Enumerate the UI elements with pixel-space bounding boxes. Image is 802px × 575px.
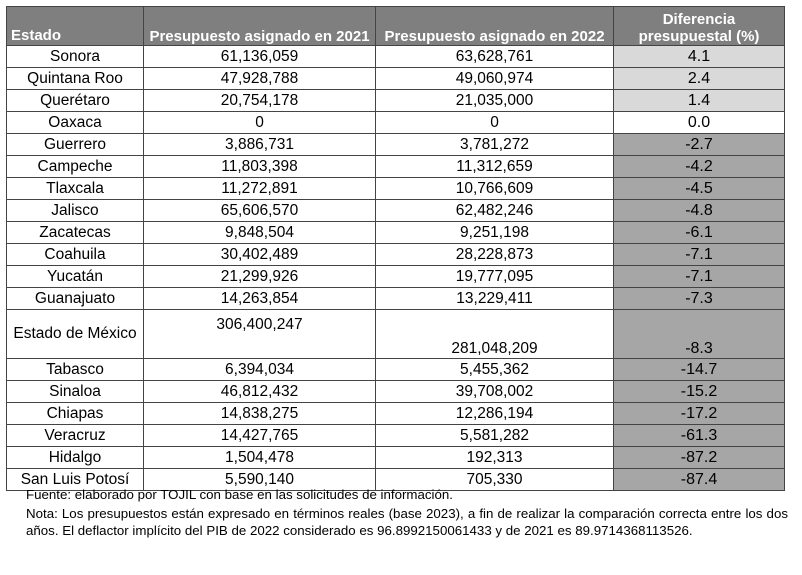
difference-cell: -87.2 xyxy=(614,447,785,469)
budget-2021-cell: 65,606,570 xyxy=(144,200,376,222)
table-row xyxy=(7,447,785,469)
difference-cell: -15.2 xyxy=(614,381,785,403)
difference-cell: 2.4 xyxy=(614,68,785,90)
budget-2022-cell: 705,330 xyxy=(376,469,614,491)
difference-cell: -87.4 xyxy=(614,469,785,491)
table-row xyxy=(7,68,785,90)
table-row xyxy=(7,359,785,381)
state-cell: Oaxaca xyxy=(7,112,144,134)
state-cell: Estado de México xyxy=(7,310,144,359)
table-row xyxy=(7,46,785,68)
table-row xyxy=(7,244,785,266)
budget-2022-cell: 3,781,272 xyxy=(376,134,614,156)
table-header-row xyxy=(7,7,785,46)
difference-cell: 4.1 xyxy=(614,46,785,68)
budget-2021-cell: 6,394,034 xyxy=(144,359,376,381)
budget-2021-cell: 61,136,059 xyxy=(144,46,376,68)
table-row xyxy=(7,403,785,425)
state-cell: Querétaro xyxy=(7,90,144,112)
table-row xyxy=(7,310,785,359)
budget-table xyxy=(6,6,785,491)
budget-2021-cell: 14,838,275 xyxy=(144,403,376,425)
table-row xyxy=(7,112,785,134)
budget-2021-cell: 306,400,247 xyxy=(144,310,376,359)
budget-2022-cell: 62,482,246 xyxy=(376,200,614,222)
budget-2022-cell: 10,766,609 xyxy=(376,178,614,200)
state-cell: Hidalgo xyxy=(7,447,144,469)
difference-cell: -4.5 xyxy=(614,178,785,200)
budget-2022-cell: 192,313 xyxy=(376,447,614,469)
table-row xyxy=(7,90,785,112)
difference-cell: -8.3 xyxy=(614,310,785,359)
state-cell: Guanajuato xyxy=(7,288,144,310)
budget-2021-cell: 14,263,854 xyxy=(144,288,376,310)
budget-2022-cell: 13,229,411 xyxy=(376,288,614,310)
budget-2022-cell: 39,708,002 xyxy=(376,381,614,403)
difference-cell: -4.2 xyxy=(614,156,785,178)
table-row xyxy=(7,381,785,403)
table-row xyxy=(7,134,785,156)
budget-2021-cell: 21,299,926 xyxy=(144,266,376,288)
header-difference: Diferencia presupuestal (%) xyxy=(614,7,785,46)
table-row xyxy=(7,178,785,200)
budget-2022-cell: 5,581,282 xyxy=(376,425,614,447)
difference-cell: -61.3 xyxy=(614,425,785,447)
source-note: Fuente: elaborado por TOJIL con base en las solicitudes de información. xyxy=(26,487,453,502)
budget-2021-cell: 14,427,765 xyxy=(144,425,376,447)
budget-2021-cell: 47,928,788 xyxy=(144,68,376,90)
header-budget-2022: Presupuesto asignado en 2022 xyxy=(376,7,614,46)
budget-2021-cell: 11,803,398 xyxy=(144,156,376,178)
budget-2021-cell: 30,402,489 xyxy=(144,244,376,266)
state-cell: Coahuila xyxy=(7,244,144,266)
budget-2021-cell: 11,272,891 xyxy=(144,178,376,200)
table-row xyxy=(7,425,785,447)
state-cell: Sonora xyxy=(7,46,144,68)
difference-cell: -7.1 xyxy=(614,244,785,266)
budget-2022-cell: 12,286,194 xyxy=(376,403,614,425)
state-cell: Campeche xyxy=(7,156,144,178)
budget-2022-cell: 281,048,209 xyxy=(376,310,614,359)
state-cell: Jalisco xyxy=(7,200,144,222)
budget-2021-cell: 9,848,504 xyxy=(144,222,376,244)
budget-2022-cell: 21,035,000 xyxy=(376,90,614,112)
budget-2022-cell: 19,777,095 xyxy=(376,266,614,288)
budget-2022-cell: 5,455,362 xyxy=(376,359,614,381)
difference-cell: -7.3 xyxy=(614,288,785,310)
table-body xyxy=(7,46,785,491)
state-cell: Tlaxcala xyxy=(7,178,144,200)
budget-2022-cell: 49,060,974 xyxy=(376,68,614,90)
methodology-note: Nota: Los presupuestos están expresado en términos reales (base 2023), a fin de realizar la comparación correcta entre los dos años. El deflactor implícito del PIB de 2022 considerado es 96.8992150061433 y de 2021 es 89.9714368113526. xyxy=(26,506,788,538)
header-budget-2021: Presupuesto asignado en 2021 xyxy=(144,7,376,46)
table-notes xyxy=(26,486,788,541)
budget-2021-cell: 3,886,731 xyxy=(144,134,376,156)
budget-2021-cell: 20,754,178 xyxy=(144,90,376,112)
budget-2022-cell: 0 xyxy=(376,112,614,134)
table-row xyxy=(7,222,785,244)
difference-cell: -14.7 xyxy=(614,359,785,381)
budget-2021-cell: 46,812,432 xyxy=(144,381,376,403)
difference-cell: -7.1 xyxy=(614,266,785,288)
state-cell: Chiapas xyxy=(7,403,144,425)
budget-2021-cell: 1,504,478 xyxy=(144,447,376,469)
table-row xyxy=(7,200,785,222)
table-row xyxy=(7,156,785,178)
difference-cell: -17.2 xyxy=(614,403,785,425)
difference-cell: 0.0 xyxy=(614,112,785,134)
table-row xyxy=(7,288,785,310)
difference-cell: 1.4 xyxy=(614,90,785,112)
header-estado: Estado xyxy=(7,7,144,46)
difference-cell: -6.1 xyxy=(614,222,785,244)
budget-2022-cell: 11,312,659 xyxy=(376,156,614,178)
state-cell: San Luis Potosí xyxy=(7,469,144,491)
difference-cell: -2.7 xyxy=(614,134,785,156)
budget-2022-cell: 63,628,761 xyxy=(376,46,614,68)
state-cell: Tabasco xyxy=(7,359,144,381)
state-cell: Zacatecas xyxy=(7,222,144,244)
budget-2022-cell: 9,251,198 xyxy=(376,222,614,244)
state-cell: Veracruz xyxy=(7,425,144,447)
difference-cell: -4.8 xyxy=(614,200,785,222)
state-cell: Yucatán xyxy=(7,266,144,288)
budget-2022-cell: 28,228,873 xyxy=(376,244,614,266)
state-cell: Sinaloa xyxy=(7,381,144,403)
table-row xyxy=(7,266,785,288)
state-cell: Quintana Roo xyxy=(7,68,144,90)
budget-2021-cell: 5,590,140 xyxy=(144,469,376,491)
state-cell: Guerrero xyxy=(7,134,144,156)
budget-2021-cell: 0 xyxy=(144,112,376,134)
